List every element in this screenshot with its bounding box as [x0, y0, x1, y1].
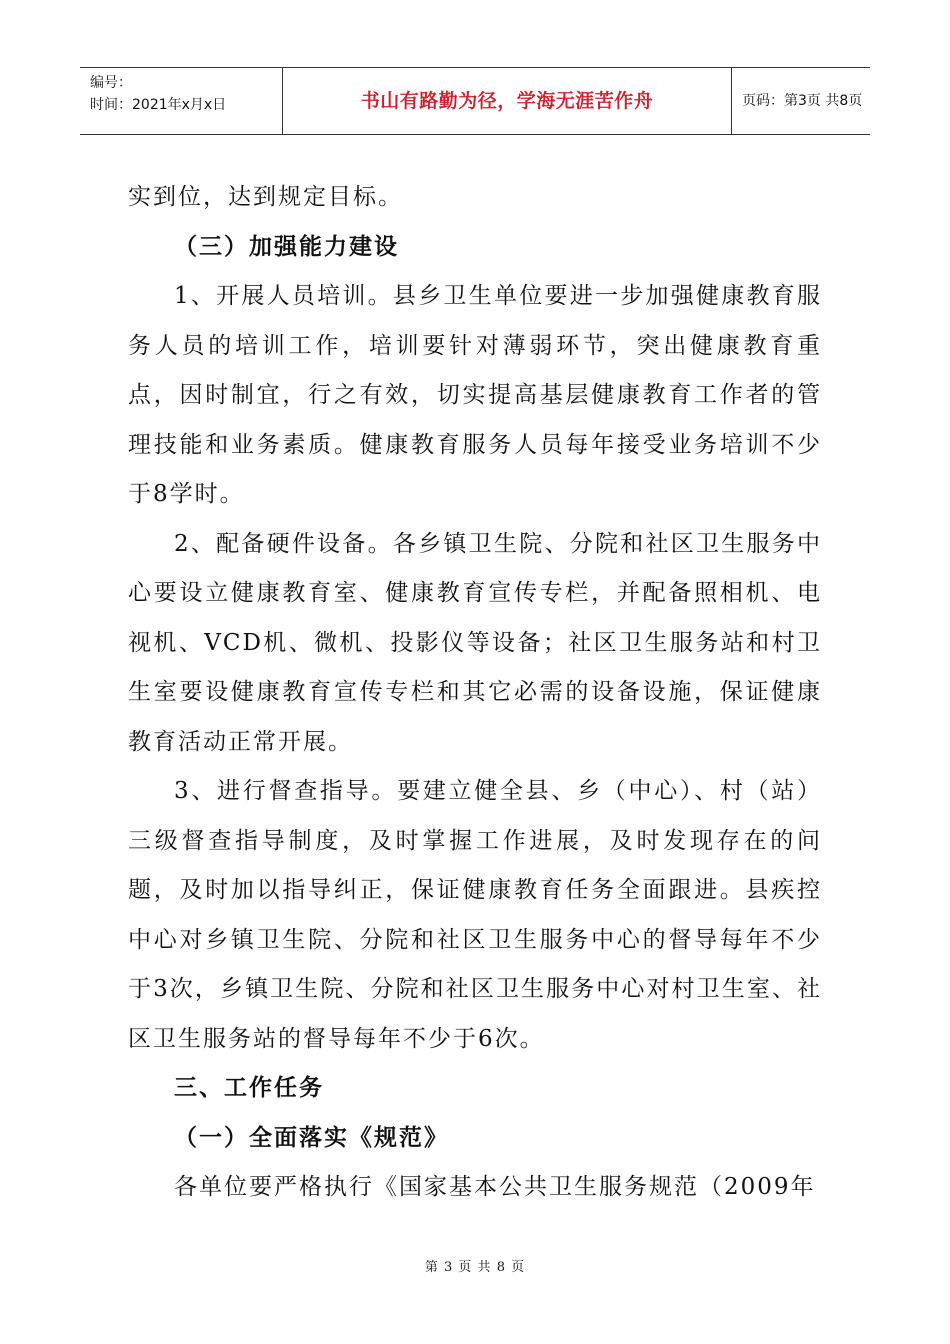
paragraph-staff-training: 1、开展人员培训。县乡卫生单位要进一步加强健康教育服务人员的培训工作，培训要针对薄弱环节，突出健康教育重点，因时制宜，行之有效，切实提高基层健康教育工作者的管理技能和业务素质。健康教育服务人员每年接受业务培训不少于8学时。: [128, 283, 822, 507]
section-heading-work-tasks: 三、工作任务: [174, 1075, 324, 1101]
page-header-table: [80, 67, 870, 135]
section-heading-capacity-building: （三）加强能力建设: [174, 233, 399, 260]
document-body: [128, 173, 822, 1213]
paragraph-execute-norms: 各单位要严格执行《国家基本公共卫生服务规范（2009年: [174, 1174, 816, 1200]
page-footer: 第 3 页 共 8 页: [424, 1260, 526, 1275]
header-page-number: 页码：第3页 共8页: [742, 93, 863, 109]
header-motto: 书山有路勤为径，学海无涯苦作舟: [282, 68, 732, 134]
document-number-label: 编号：: [90, 75, 132, 91]
section-heading-implement-norms: （一）全面落实《规范》: [174, 1124, 449, 1151]
paragraph-hardware-equipment: 2、配备硬件设备。各乡镇卫生院、分院和社区卫生服务中心要设立健康教育室、健康教育宣传专栏，并配备照相机、电视机、VCD机、微机、投影仪等设备；社区卫生服务站和村卫生室要设健康教育宣传专栏和其它必需的设备设施，保证健康教育活动正常开展。: [128, 530, 822, 755]
paragraph-continuation: 实到位，达到规定目标。: [128, 184, 403, 210]
paragraph-supervision-guidance: 3、进行督查指导。要建立健全县、乡（中心）、村（站）三级督查指导制度，及时掌握工作进展，及时发现存在的问题，及时加以指导纠正，保证健康教育任务全面跟进。县疾控中心对乡镇卫生院、分院和社区卫生服务中心的督导每年不少于3次，乡镇卫生院、分院和社区卫生服务中心对村卫生室、社区卫生服务站的督导每年不少于6次。: [128, 778, 822, 1052]
header-info-cell: [80, 68, 282, 134]
document-date-label: 时间：2021年x月x日: [90, 97, 227, 113]
